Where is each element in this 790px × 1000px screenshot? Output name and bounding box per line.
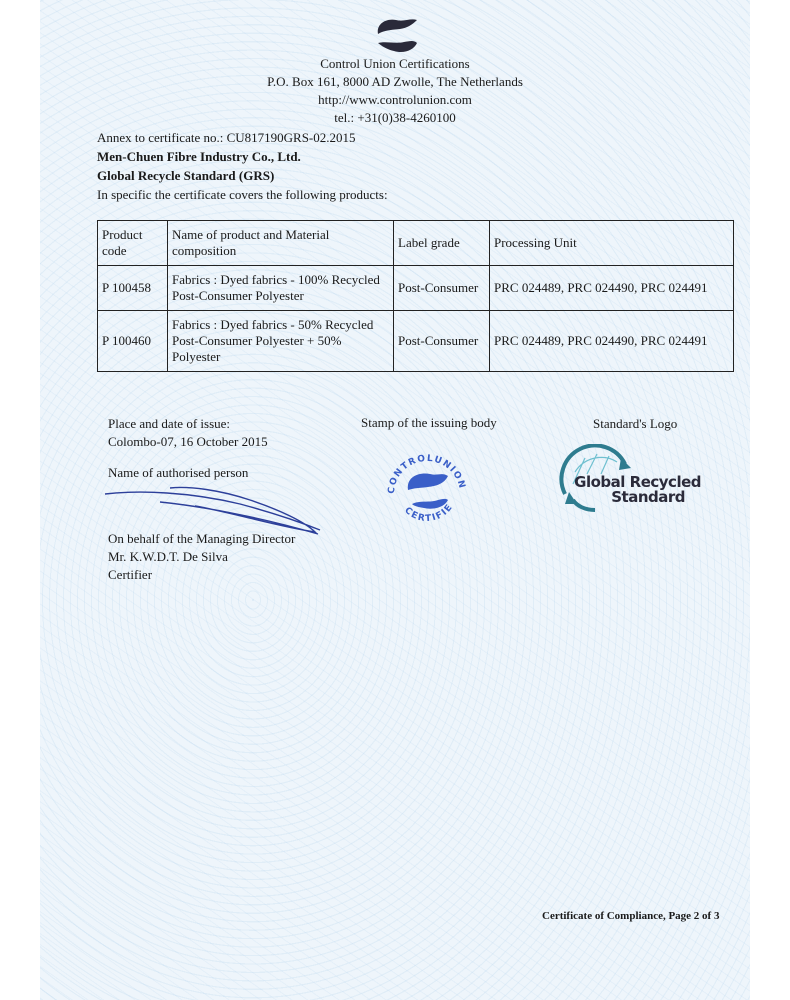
product-code: P 100458 bbox=[98, 266, 168, 311]
authorised-label: Name of authorised person bbox=[108, 465, 249, 480]
authorised-name: Mr. K.W.D.T. De Silva bbox=[108, 549, 228, 564]
issue-label: Place and date of issue: bbox=[108, 416, 231, 431]
table-row bbox=[98, 266, 734, 311]
org-name: Control Union Certifications bbox=[320, 56, 470, 71]
header-cell: Product code bbox=[98, 221, 168, 266]
control-union-stamp bbox=[384, 446, 470, 532]
stamp-label: Stamp of the issuing body bbox=[361, 415, 497, 430]
table-header-row bbox=[98, 221, 734, 266]
logo-line2: Standard bbox=[611, 488, 685, 506]
processing-unit: PRC 024489, PRC 024490, PRC 024491 bbox=[490, 311, 734, 372]
header-cell: Name of product and Material composition bbox=[168, 221, 394, 266]
org-phone: tel.: +31(0)38-4260100 bbox=[334, 110, 456, 125]
grs-logo bbox=[555, 444, 705, 514]
behalf-text: On behalf of the Managing Director bbox=[108, 531, 296, 546]
control-union-logo bbox=[374, 16, 420, 56]
products-table bbox=[97, 220, 734, 372]
header-cell: Label grade bbox=[394, 221, 490, 266]
authorised-role: Certifier bbox=[108, 567, 153, 582]
page-footer: Certificate of Compliance, Page 2 of 3 bbox=[542, 910, 720, 922]
product-code: P 100460 bbox=[98, 311, 168, 372]
org-address: P.O. Box 161, 8000 AD Zwolle, The Netherlands bbox=[267, 74, 523, 89]
logo-label: Standard's Logo bbox=[593, 416, 678, 431]
processing-unit: PRC 024489, PRC 024490, PRC 024491 bbox=[490, 266, 734, 311]
logo-line1: Global Recycled bbox=[574, 473, 701, 491]
stamp-top-text: CONTROLUNION bbox=[386, 453, 467, 495]
label-grade: Post-Consumer bbox=[394, 311, 490, 372]
product-name: Fabrics : Dyed fabrics - 50% Recycled Post-Consumer Polyester + 50% Polyester bbox=[168, 311, 394, 372]
letterhead bbox=[0, 55, 790, 127]
table-row bbox=[98, 311, 734, 372]
issue-value: Colombo-07, 16 October 2015 bbox=[108, 434, 268, 449]
stamp-bottom-text: CERTIFIE bbox=[402, 502, 456, 525]
intro-text: In specific the certificate covers the following products: bbox=[97, 187, 388, 202]
company-name: Men-Chuen Fibre Industry Co., Ltd. bbox=[97, 149, 301, 164]
header-cell: Processing Unit bbox=[490, 221, 734, 266]
standard-name: Global Recycle Standard (GRS) bbox=[97, 168, 275, 183]
annex-number: Annex to certificate no.: CU817190GRS-02.2015 bbox=[97, 130, 356, 145]
org-website: http://www.controlunion.com bbox=[318, 92, 472, 107]
product-name: Fabrics : Dyed fabrics - 100% Recycled Post-Consumer Polyester bbox=[168, 266, 394, 311]
label-grade: Post-Consumer bbox=[394, 266, 490, 311]
